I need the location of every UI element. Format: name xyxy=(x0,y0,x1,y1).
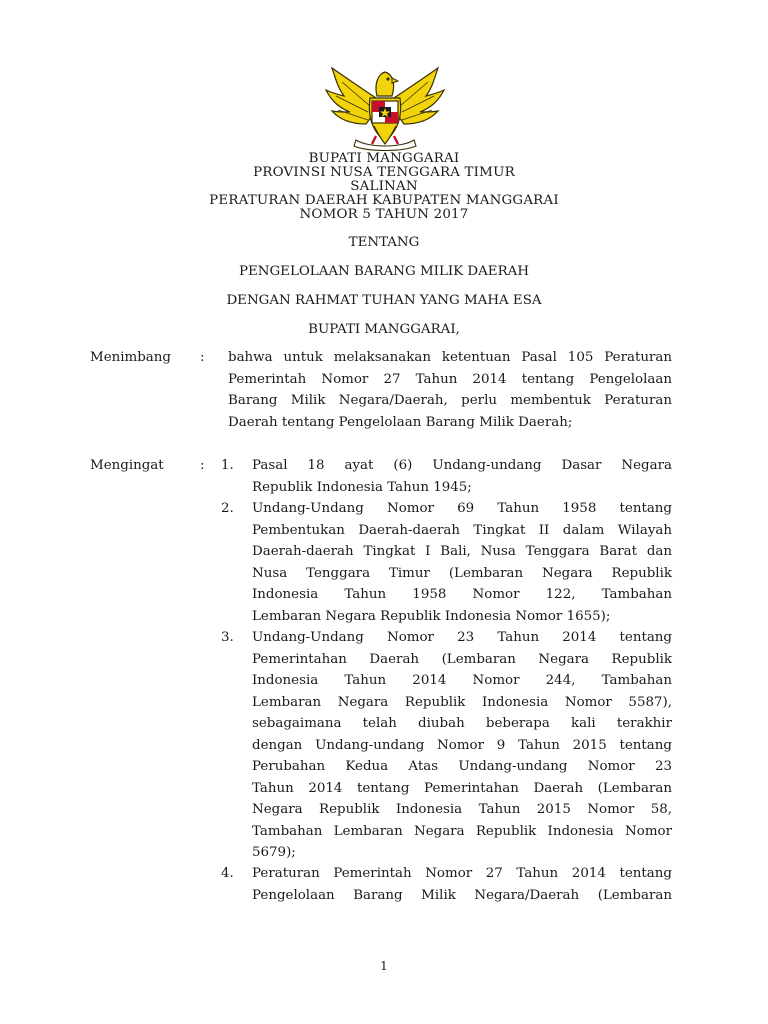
text-line: 5679); xyxy=(252,845,296,860)
copy-label: SALINAN xyxy=(350,179,418,194)
text-line: Daerah-daerah Tingkat I Bali, Nusa Tenggara Barat dan xyxy=(252,544,672,559)
menimbang-text xyxy=(228,347,672,433)
preamble-bupati: BUPATI MANGGARAI, xyxy=(308,322,460,337)
preamble-rahmat: DENGAN RAHMAT TUHAN YANG MAHA ESA xyxy=(226,293,542,308)
list-item xyxy=(252,498,672,627)
text-line: Indonesia Tahun 1958 Nomor 122, Tambahan xyxy=(252,587,672,602)
text-line: Undang-Undang Nomor 69 Tahun 1958 tentang xyxy=(252,501,672,516)
document-header xyxy=(0,152,768,222)
list-item xyxy=(252,627,672,864)
mengingat-section xyxy=(90,455,672,925)
garuda-pancasila-emblem xyxy=(322,62,448,152)
tentang-heading: TENTANG xyxy=(348,235,420,250)
item-number: 4. xyxy=(221,866,234,881)
text-line: Negara Republik Indonesia Tahun 2015 Nomor 58, xyxy=(252,802,672,817)
text-line: Pembentukan Daerah-daerah Tingkat II dalam Wilayah xyxy=(252,522,672,538)
text-line: dengan Undang-undang Nomor 9 Tahun 2015 tentang xyxy=(252,737,672,753)
list-item xyxy=(252,455,672,498)
text-line: Indonesia Tahun 2014 Nomor 244, Tambahan xyxy=(252,673,672,688)
item-number: 1. xyxy=(221,458,234,473)
regulation-title: PERATURAN DAERAH KABUPATEN MANGGARAI xyxy=(209,193,559,208)
text-line: Nusa Tenggara Timur (Lembaran Negara Republik xyxy=(252,565,672,581)
text-line: Lembaran Negara Republik Indonesia Nomor 5587), xyxy=(252,694,672,710)
text-line: Tambahan Lembaran Negara Republik Indonesia Nomor xyxy=(252,823,672,839)
list-item xyxy=(252,863,672,906)
text-line: Republik Indonesia Tahun 1945; xyxy=(252,479,472,495)
text-line: Pengelolaan Barang Milik Negara/Daerah (Lembaran xyxy=(252,887,672,903)
text-line: Undang-Undang Nomor 23 Tahun 2014 tentang xyxy=(252,630,672,645)
text-line: Pemerintah Nomor 27 Tahun 2014 tentang Pengelolaan xyxy=(228,371,672,387)
text-line: sebagaimana telah diubah beberapa kali terakhir xyxy=(252,716,672,731)
text-line: Perubahan Kedua Atas Undang-undang Nomor 23 xyxy=(252,759,672,774)
text-line: Lembaran Negara Republik Indonesia Nomor 1655); xyxy=(252,608,611,624)
province-title: PROVINSI NUSA TENGGARA TIMUR xyxy=(253,165,515,180)
text-line: Pemerintahan Daerah (Lembaran Negara Republik xyxy=(252,651,672,667)
regulation-subject: PENGELOLAAN BARANG MILIK DAERAH xyxy=(238,264,530,279)
item-number: 2. xyxy=(221,501,234,516)
regulation-number: NOMOR 5 TAHUN 2017 xyxy=(299,207,469,222)
mengingat-colon: : xyxy=(200,458,205,473)
text-line: Peraturan Pemerintah Nomor 27 Tahun 2014 tentang xyxy=(252,866,672,881)
item-number: 3. xyxy=(221,630,234,645)
menimbang-colon: : xyxy=(200,350,205,365)
menimbang-label: Menimbang xyxy=(90,350,171,365)
mengingat-label: Mengingat xyxy=(90,458,164,473)
issuer-title: BUPATI MANGGARAI xyxy=(308,151,460,166)
page-number: 1 xyxy=(380,959,388,973)
text-line: Daerah tentang Pengelolaan Barang Milik Daerah; xyxy=(228,414,573,430)
text-line: Tahun 2014 tentang Pemerintahan Daerah (Lembaran xyxy=(252,780,672,796)
menimbang-section xyxy=(90,347,672,437)
text-line: bahwa untuk melaksanakan ketentuan Pasal 105 Peraturan xyxy=(228,350,672,365)
text-line: Pasal 18 ayat (6) Undang-undang Dasar Negara xyxy=(252,458,672,473)
text-line: Barang Milik Negara/Daerah, perlu membentuk Peraturan xyxy=(228,393,672,408)
